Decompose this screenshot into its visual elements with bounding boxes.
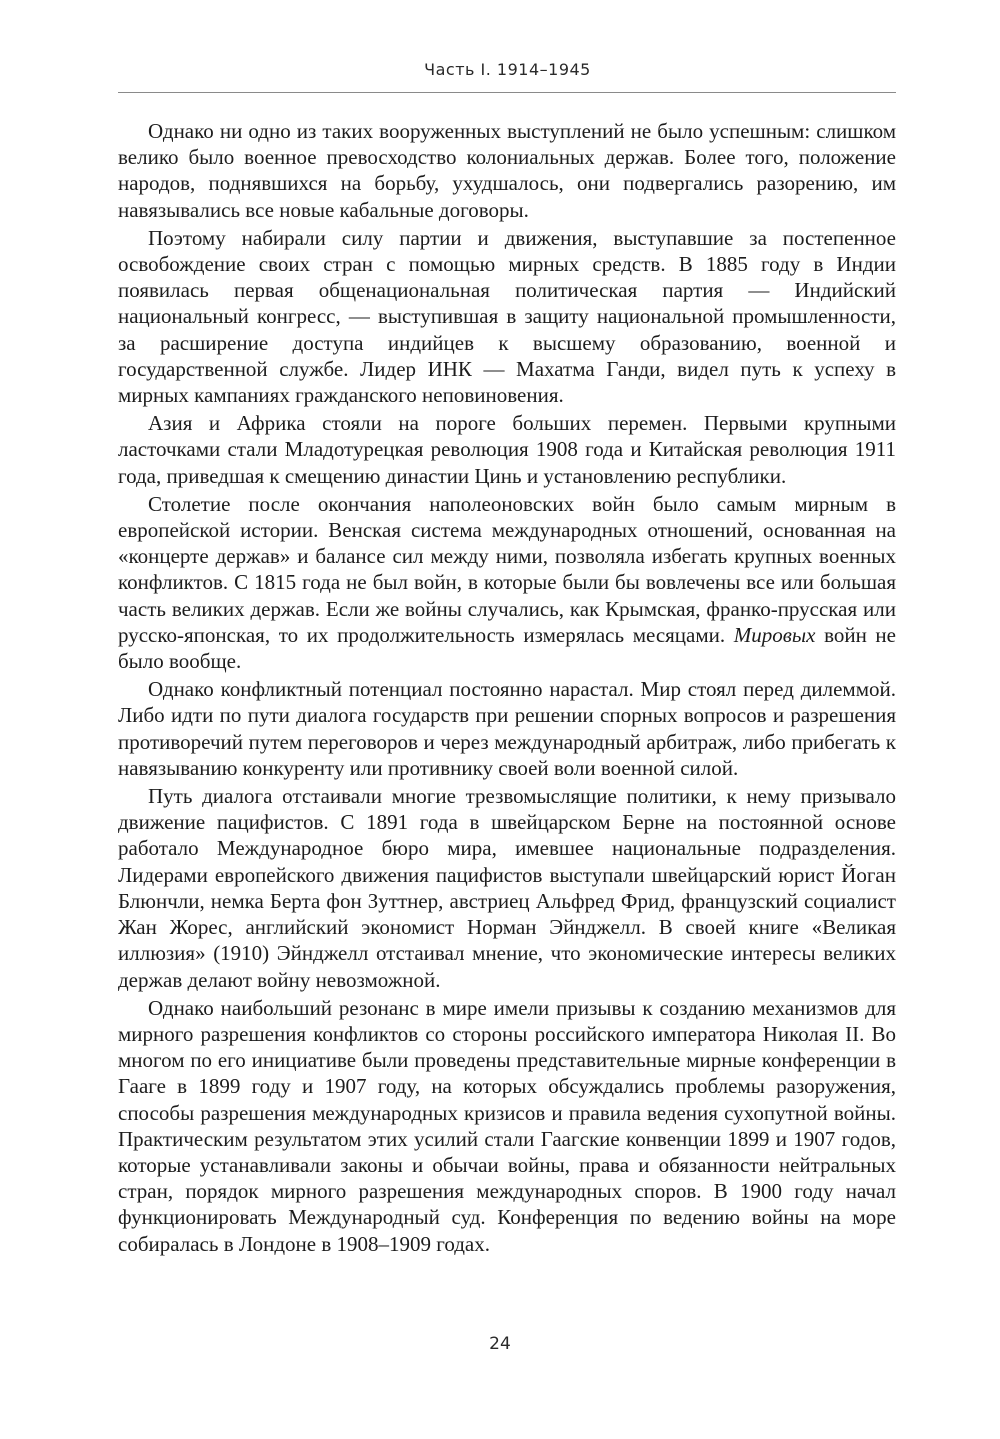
paragraph-text: Столетие после окончания наполеоновских войн было самым мирным в европейской истории. Венская система международных отношений, основанная на «концерте держав» и балансе сил между ними, позволяла избегать крупных военных конфликтов. С 1815 года не был войн, в которые были бы вовлечены все или большая часть великих держав. Если же войны случались, как Крымская, франко-прусская или русско-японская, то их продолжительность измерялась месяцами.	[118, 491, 896, 647]
paragraph-text: Поэтому набирали силу партии и движения, выступавшие за постепенное освобождение своих стран с помощью мирных средств. В 1885 году в Индии появилась первая общенациональная политическая партия — Индийский национальный конгресс, — выступившая в защиту национальной промышленности, за расширение доступа индийцев к высшему образованию, военной и государственной службе. Лидер ИНК — Махатма Ганди, видел путь к успеху в мирных кампаниях гражданского неповиновения.	[118, 225, 896, 408]
paragraph-italic-text: Мировых	[733, 622, 816, 647]
paragraph-text: войн не было вообще.	[118, 622, 896, 674]
paragraph	[118, 491, 896, 674]
paragraph-text: Азия и Африка стояли на пороге больших перемен. Первыми крупными ласточками стали Младотурецкая революция 1908 года и Китайская революция 1911 года, приведшая к смещению династии Цинь и установлению республики.	[118, 411, 896, 488]
paragraph	[118, 410, 896, 489]
paragraph-text: Однако конфликтный потенциал постоянно нарастал. Мир стоял перед дилеммой. Либо идти по пути диалога государств при решении спорных вопросов и разрешения противоречий путем переговоров и через международный арбитраж, либо прибегать к навязыванию конкуренту или противнику своей воли военной силой.	[118, 677, 896, 780]
paragraph	[118, 676, 896, 781]
paragraph	[118, 783, 896, 993]
paragraph	[118, 118, 896, 223]
body-text	[118, 118, 896, 1259]
running-header: Часть I. 1914–1945	[424, 60, 591, 79]
paragraph	[118, 225, 896, 408]
paragraph-text: Однако наибольший резонанс в мире имели призывы к созданию механизмов для мирного разрешения конфликтов со стороны российского императора Николая II. Во многом по его инициативе были проведены представительные мирные конференции в Гааге в 1899 году и 1907 году, на которых обсуждались проблемы разоружения, способы разрешения международных кризисов и правила ведения сухопутной войны. Практическим результатом этих усилий стали Гаагские конвенции 1899 и 1907 годов, которые устанавливали законы и обычаи войны, права и обязанности нейтральных стран, порядок мирного разрешения международных споров. В 1900 году начал функционировать Международный суд. Конференция по ведению войны на море собиралась в Лондоне в 1908–1909 годах.	[118, 995, 896, 1256]
paragraph-text: Путь диалога отстаивали многие трезвомыслящие политики, к нему призывало движение пацифистов. С 1891 года в швейцарском Берне на постоянной основе работало Международное бюро мира, имевшее национальные подразделения. Лидерами европейского движения пацифистов выступали швейцарский юрист Йоган Блюнчли, немка Берта фон Зуттнер, австриец Альфред Фрид, французский социалист Жан Жорес, английский экономист Норман Эйнджелл. В своей книге «Великая иллюзия» (1910) Эйнджелл отстаивал мнение, что экономические интересы великих держав делают войну невозможной.	[118, 784, 896, 992]
paragraph-text: Однако ни одно из таких вооруженных выступлений не было успешным: слишком велико было военное превосходство колониальных держав. Более того, положение народов, поднявшихся на борьбу, ухудшалось, они подвергались разорению, им навязывались все новые кабальные договоры.	[118, 119, 896, 222]
page-number: 24	[489, 1334, 511, 1354]
paragraph	[118, 995, 896, 1257]
header-rule	[118, 92, 896, 93]
